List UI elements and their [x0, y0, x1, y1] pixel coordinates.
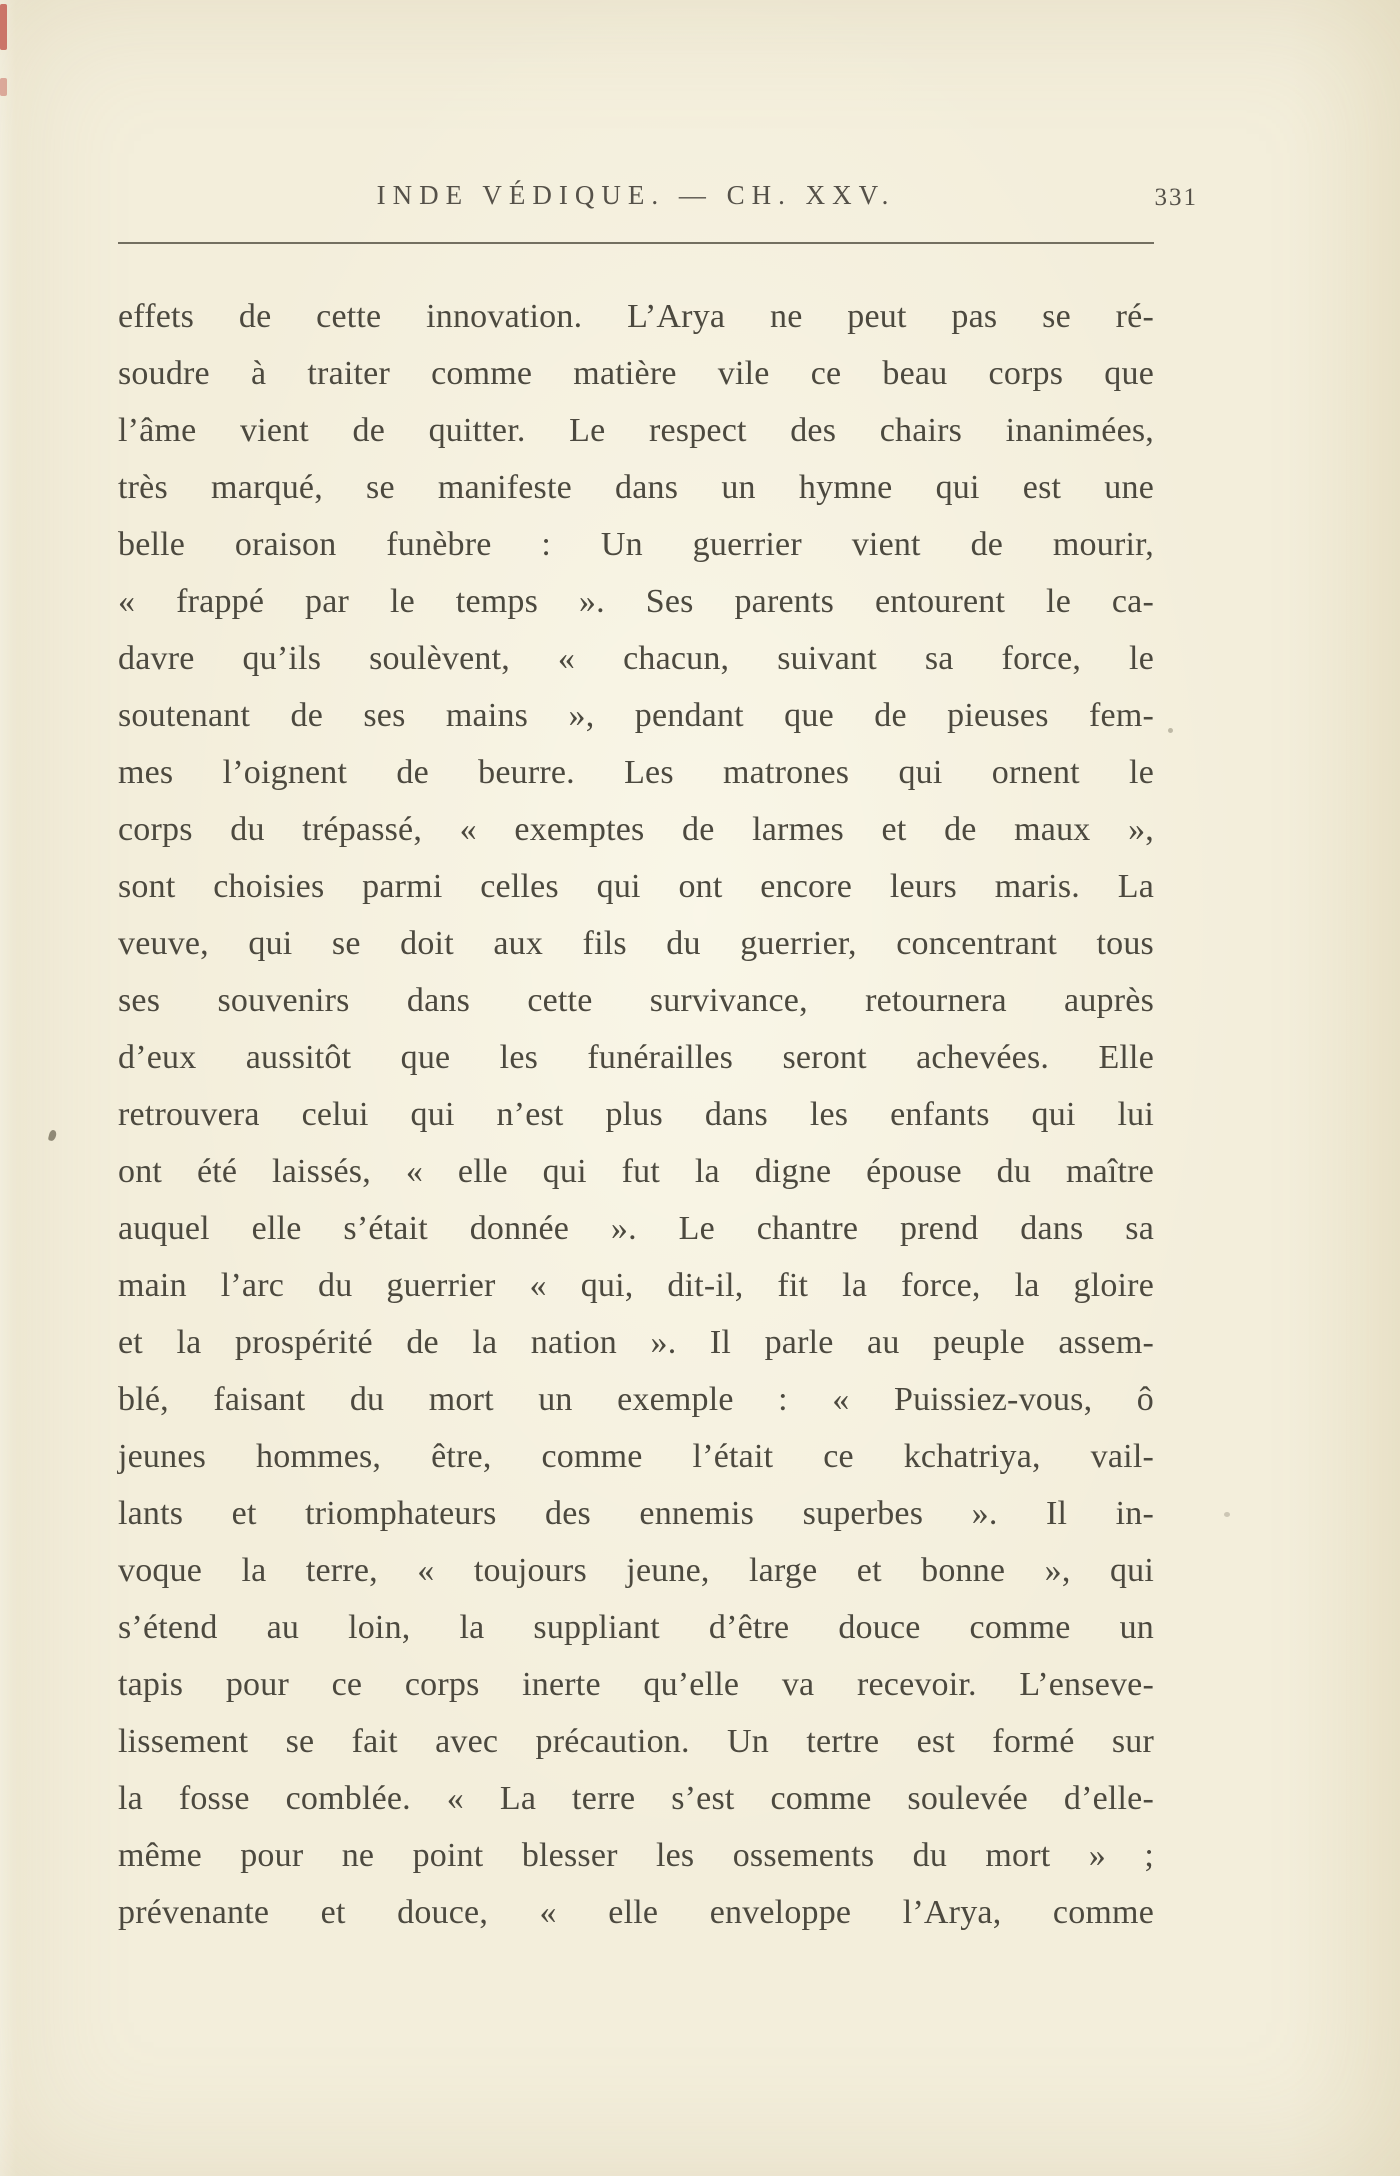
text-line: belle oraison funèbre : Un guerrier vient de mourir, [118, 526, 1154, 563]
text-line: et la prospérité de la nation ». Il parle au peuple assem- [118, 1324, 1154, 1361]
scan-edge-artifact [0, 4, 7, 50]
text-line: blé, faisant du mort un exemple : « Puissiez-vous, ô [118, 1381, 1154, 1418]
text-line: main l’arc du guerrier « qui, dit-il, fit la force, la gloire [118, 1267, 1154, 1304]
text-line: soudre à traiter comme matière vile ce beau corps que [118, 355, 1154, 392]
body-text [118, 288, 1154, 1941]
text-line: mes l’oignent de beurre. Les matrones qui ornent le [118, 754, 1154, 791]
text-line: la fosse comblée. « La terre s’est comme soulevée d’elle- [118, 1780, 1154, 1817]
text-line: sont choisies parmi celles qui ont encore leurs maris. La [118, 868, 1154, 905]
text-line: ont été laissés, « elle qui fut la digne épouse du maître [118, 1153, 1154, 1190]
scan-edge-artifact [0, 78, 7, 96]
text-line: ses souvenirs dans cette survivance, retournera auprès [118, 982, 1154, 1019]
text-line: soutenant de ses mains », pendant que de pieuses fem- [118, 697, 1154, 734]
text-line: l’âme vient de quitter. Le respect des chairs inanimées, [118, 412, 1154, 449]
ink-speck [1168, 728, 1173, 733]
text-line: corps du trépassé, « exemptes de larmes et de maux », [118, 811, 1154, 848]
text-line: voque la terre, « toujours jeune, large et bonne », qui [118, 1552, 1154, 1589]
text-line: davre qu’ils soulèvent, « chacun, suivant sa force, le [118, 640, 1154, 677]
text-line: auquel elle s’était donnée ». Le chantre prend dans sa [118, 1210, 1154, 1247]
page [118, 180, 1198, 1941]
ink-speck [1224, 1512, 1230, 1517]
text-line: même pour ne point blesser les ossements du mort » ; [118, 1837, 1154, 1874]
text-line: prévenante et douce, « elle enveloppe l’Arya, comme [118, 1894, 1154, 1931]
text-line: s’étend au loin, la suppliant d’être douce comme un [118, 1609, 1154, 1646]
text-line: retrouvera celui qui n’est plus dans les enfants qui lui [118, 1096, 1154, 1133]
text-line: jeunes hommes, être, comme l’était ce kchatriya, vail- [118, 1438, 1154, 1475]
text-line: tapis pour ce corps inerte qu’elle va recevoir. L’enseve- [118, 1666, 1154, 1703]
text-line: d’eux aussitôt que les funérailles seront achevées. Elle [118, 1039, 1154, 1076]
text-line: veuve, qui se doit aux fils du guerrier, concentrant tous [118, 925, 1154, 962]
page-number: 331 [1154, 184, 1198, 211]
header-rule [118, 242, 1154, 244]
text-line: « frappé par le temps ». Ses parents entourent le ca- [118, 583, 1154, 620]
text-line: très marqué, se manifeste dans un hymne qui est une [118, 469, 1154, 506]
chapter-header-title: INDE VÉDIQUE. — CH. XXV. [376, 180, 896, 210]
text-line: effets de cette innovation. L’Arya ne peut pas se ré- [118, 298, 1154, 335]
text-line: lants et triomphateurs des ennemis superbes ». Il in- [118, 1495, 1154, 1532]
running-header [118, 180, 1198, 224]
text-line: lissement se fait avec précaution. Un tertre est formé sur [118, 1723, 1154, 1760]
